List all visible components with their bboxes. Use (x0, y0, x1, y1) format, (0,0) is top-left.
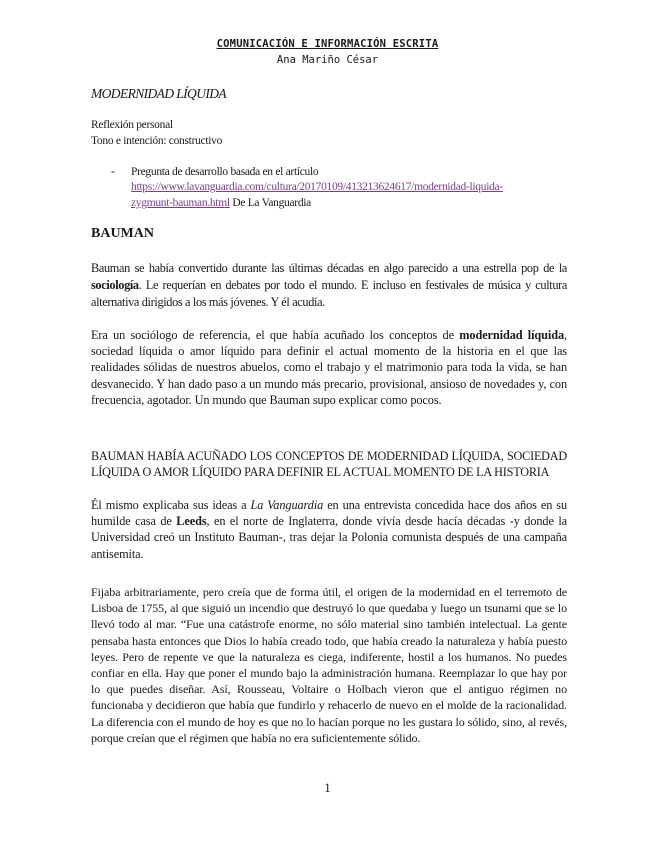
article-link-line1[interactable]: https://www.lavanguardia.com/cultura/20170109/413213624617/modernidad-liquida- (131, 181, 503, 193)
section-heading: BAUMAN (91, 226, 154, 241)
author-name: Ana Mariño César (276, 54, 379, 66)
article-link-line2[interactable]: zygmunt-bauman.html (131, 197, 230, 209)
source-name: De La Vanguardia (229, 197, 311, 209)
paragraph-4: Fijaba arbitrariamente, pero creía que de forma útil, el origen de la modernidad en el terremoto de Lisboa de 1755, al que siguió un incendio que destruyó lo que quedaba y luego un tsunami que se lo llevó todo al mar. “Fue una catástrofe enorme, no sólo material sino también intelectual. La gente pensaba hasta entonces que Dios lo había creado todo, que había creado la naturaleza y había puesto leyes. Pero de repente ve que la naturaleza es ciega, indiferente, hostil a los humanos. No puedes confiar en ella. Hay que poner el mundo bajo la administración humana. Reemplazar lo que hay por lo que puedes diseñar. Así, Rousseau, Voltaire o Holbach vieron que el antiguo régimen no funcionaba y decidieron que había que fundirlo y rehacerlo de nuevo en el molde de la racionalidad. La diferencia con el mundo de hoy es que no lo hacían porque no les gustara lo sólido, sino, al revés, porque creían que el régimen que había no era suficientemente sólido. (91, 585, 567, 745)
bullet-label: Pregunta de desarrollo basada en el artículo (131, 166, 319, 178)
bullet-dash: - (111, 166, 115, 178)
page-number: 1 (324, 780, 331, 795)
document-title: MODERNIDAD LÍQUIDA (91, 86, 227, 101)
paragraph-1: Bauman se había convertido durante las últimas décadas en algo parecido a una estrella pop de la sociología. Le requerían en debates por todo el mundo. E incluso en festivales de música y cultura alternativa dirigidos a los más jóvenes. Y él acudía. (91, 261, 567, 309)
tone-intention: Tono e intención: constructivo (91, 135, 223, 147)
reflection-type: Reflexión personal (91, 119, 173, 131)
paragraph-3: Él mismo explicaba sus ideas a La Vanguardia en una entrevista concedida hace dos años en su humilde casa de Leeds, en el norte de Inglaterra, donde vivía desde hacía décadas -y donde la Universidad creó un Instituto Bauman-, tras dejar la Polonia comunista después de una campaña antisemita. (91, 498, 567, 561)
course-title: COMUNICACIÓN E INFORMACIÓN ESCRITA (216, 38, 439, 50)
pull-quote: BAUMAN HABÍA ACUÑADO LOS CONCEPTOS DE MODERNIDAD LÍQUIDA, SOCIEDAD LÍQUIDA O AMOR LÍQUIDO PARA DEFINIR EL ACTUAL MOMENTO DE LA HISTORIA (91, 449, 567, 480)
article-source-line (131, 197, 311, 209)
paragraph-2: Era un sociólogo de referencia, el que había acuñado los conceptos de modernidad líquida, sociedad líquida o amor líquido para definir el actual momento de la historia en el que las realidades sólidas de nuestros abuelos, como el trabajo y el matrimonio para toda la vida, se han desvanecido. Y han dado paso a un mundo más precario, provisional, ansioso de novedades y, con frecuencia, agotador. Un mundo que Bauman supo explicar como pocos. (91, 328, 568, 407)
